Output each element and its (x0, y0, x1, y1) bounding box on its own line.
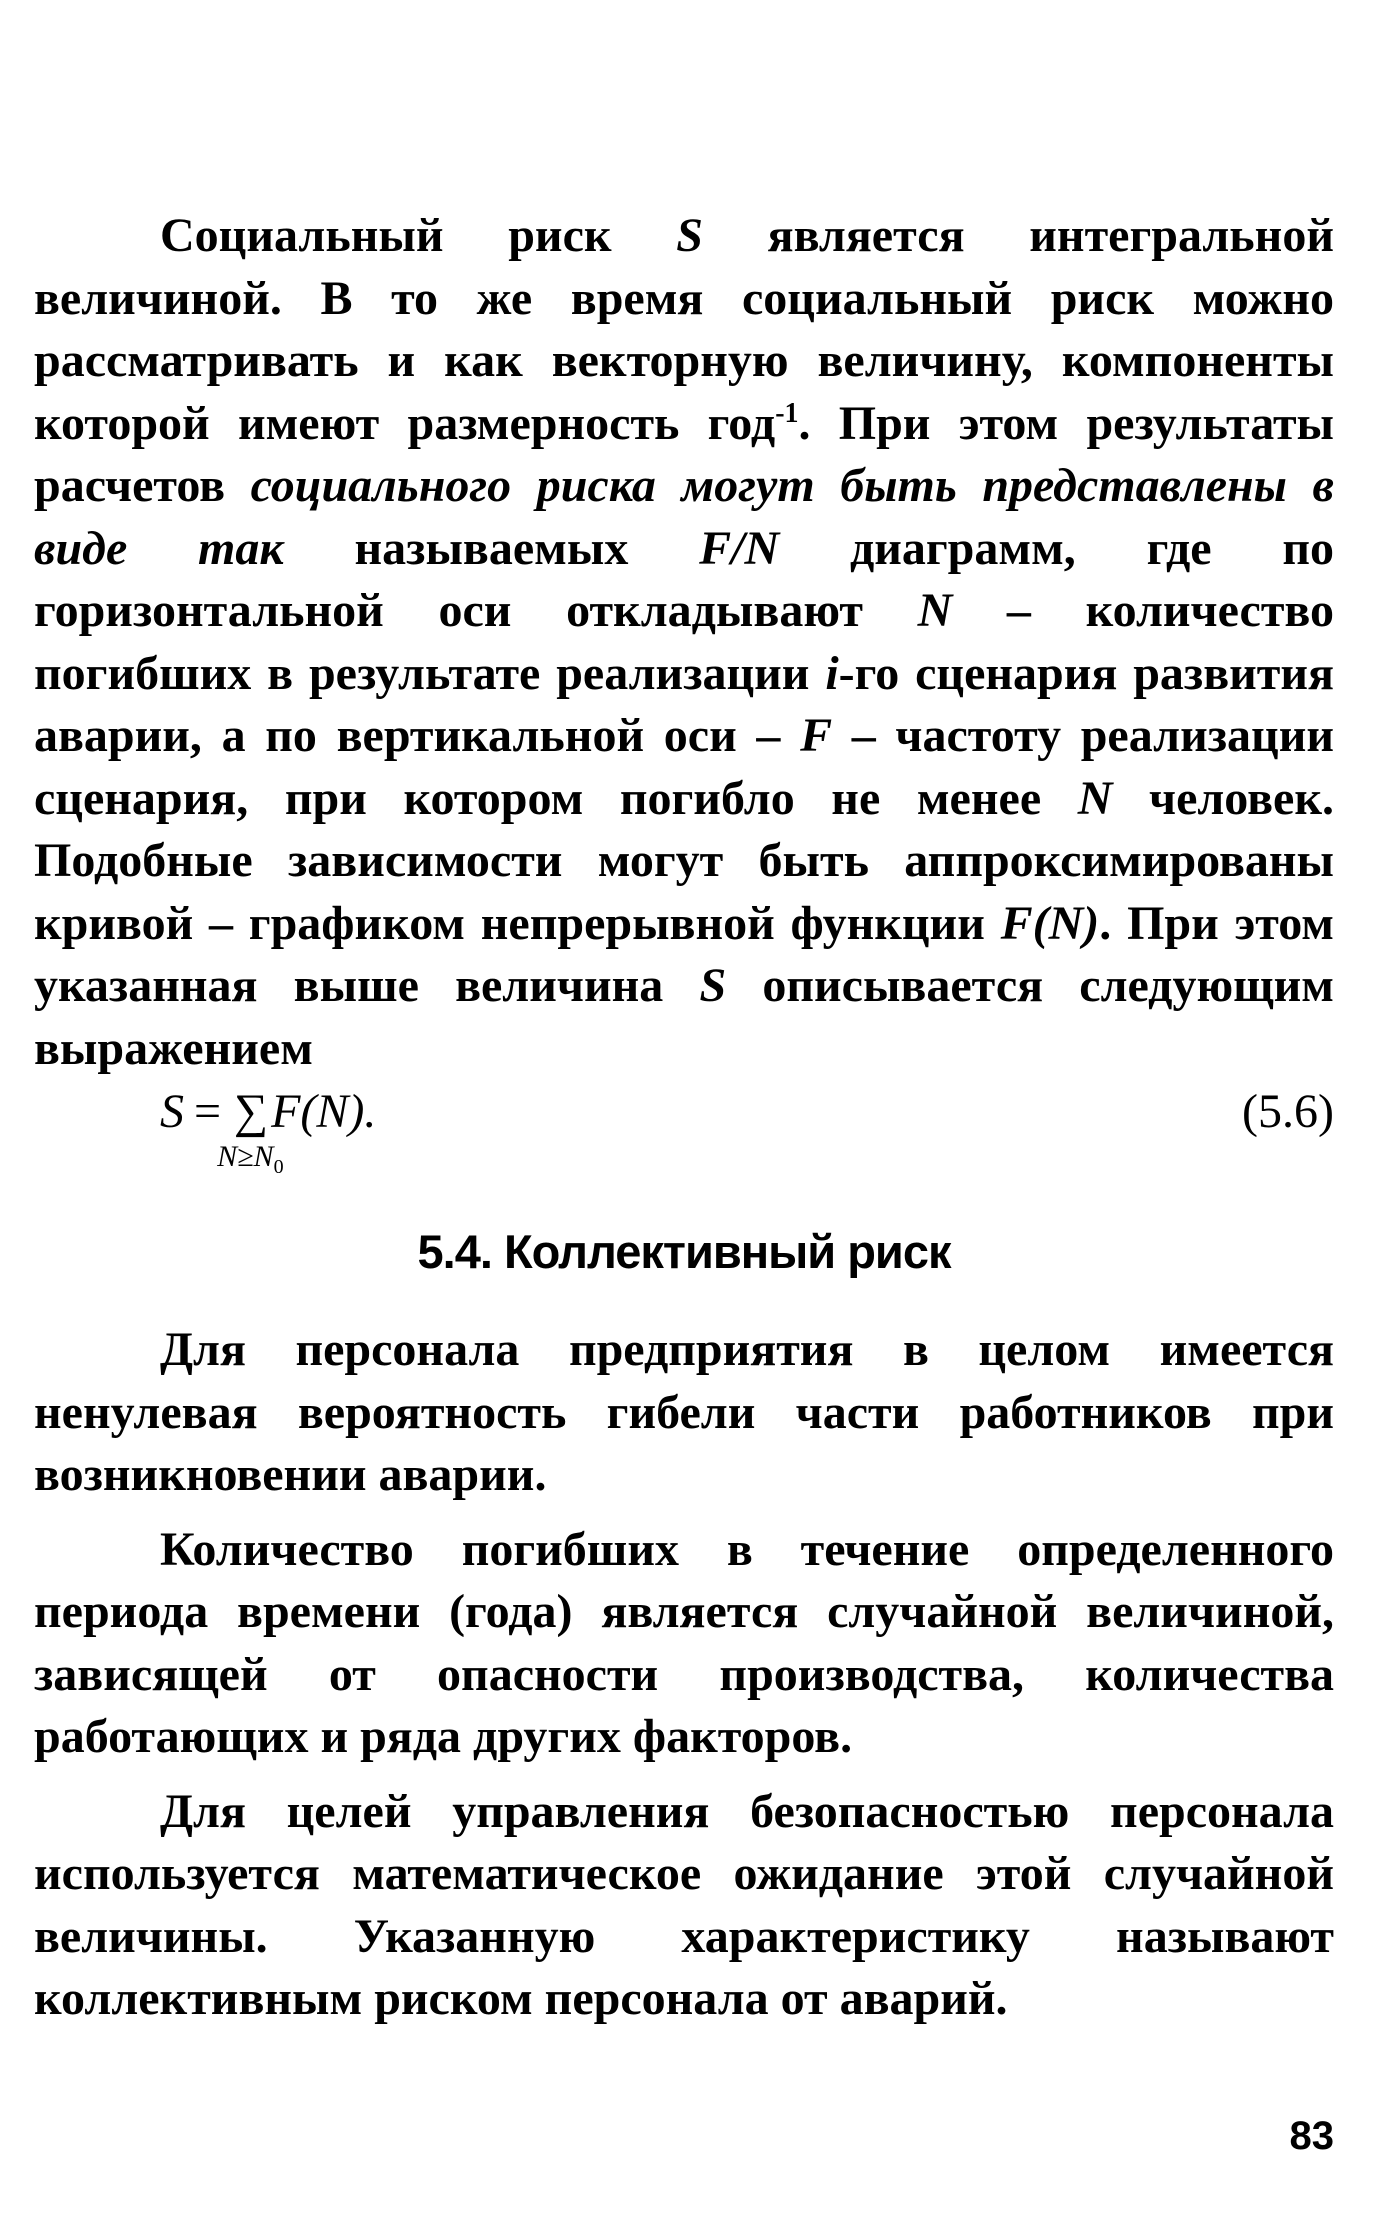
formula-lhs: S (160, 1085, 184, 1138)
text-run: -го сценария развития аварии, а по вертикальной оси – (34, 646, 1334, 762)
text-run: человек. Подобные зависимости могут быть аппроксимированы кривой – графиком непрерывной функции (34, 771, 1334, 950)
text-run: . При этом указанная выше величина (34, 896, 1335, 1012)
symbol-n: N (1077, 771, 1113, 825)
symbol-s: S (676, 209, 703, 262)
text-run: диаграмм, где по горизонтальной оси откладывают (34, 521, 1335, 637)
equation-number: (5.6) (1242, 1085, 1334, 1138)
paragraph-fatalities: Количество погибших в течение определенного периода времени (года) является случайной величиной, зависящей от опасности производства, количества работающих и ряда других факторов. (34, 1522, 1334, 1763)
sum-sign: ∑ (233, 1085, 269, 1138)
symbol-n: N (917, 584, 953, 637)
page-body (34, 205, 1334, 2031)
symbol-fn-function: F(N) (1000, 896, 1100, 950)
superscript: -1 (775, 397, 799, 429)
section-heading: 5.4. Коллективный риск (417, 1225, 951, 1278)
formula-row (34, 1082, 1334, 1178)
symbol-s: S (699, 959, 727, 1012)
symbol-i: i (825, 646, 839, 700)
sum-subscript (217, 1140, 283, 1179)
text-run: – количество погибших в результате реализации (34, 584, 1334, 700)
symbol-f: F (800, 709, 833, 762)
symbol-fn: F/N (699, 521, 780, 575)
paragraph-social-risk (34, 205, 1334, 1080)
page-number: 83 (1289, 2114, 1334, 2158)
paragraph-personnel: Для персонала предприятия в целом имеется ненулевая вероятность гибели части работников при возникновении аварии. (34, 1323, 1334, 1501)
formula-rhs: F(N). (271, 1085, 377, 1138)
text-run: является интегральной величиной. В то же время социальный риск можно рассматривать и как векторную величину, компоненты которой имеют размерность год (34, 209, 1334, 450)
text-run: описывается следующим выражением (34, 959, 1335, 1075)
paragraph-collective-risk: Для целей управления безопасностью персонала используется математическое ожидание этой случайной величины. Указанную характеристику называют коллективным риском персонала от аварий. (34, 1784, 1334, 2025)
italic-phrase: социального риска могут быть представлены в виде так (34, 459, 1334, 575)
text-run: . При этом результаты расчетов (34, 396, 1335, 512)
formula-equals: = (194, 1085, 222, 1138)
sum-subscript-index: 0 (273, 1156, 284, 1178)
text-run: Социальный риск (160, 209, 677, 262)
text-run: – частоту реализации сценария, при котором погибло не менее (34, 709, 1335, 825)
text-run: называемых (283, 521, 700, 575)
sum-subscript-main: N≥N (217, 1140, 274, 1173)
